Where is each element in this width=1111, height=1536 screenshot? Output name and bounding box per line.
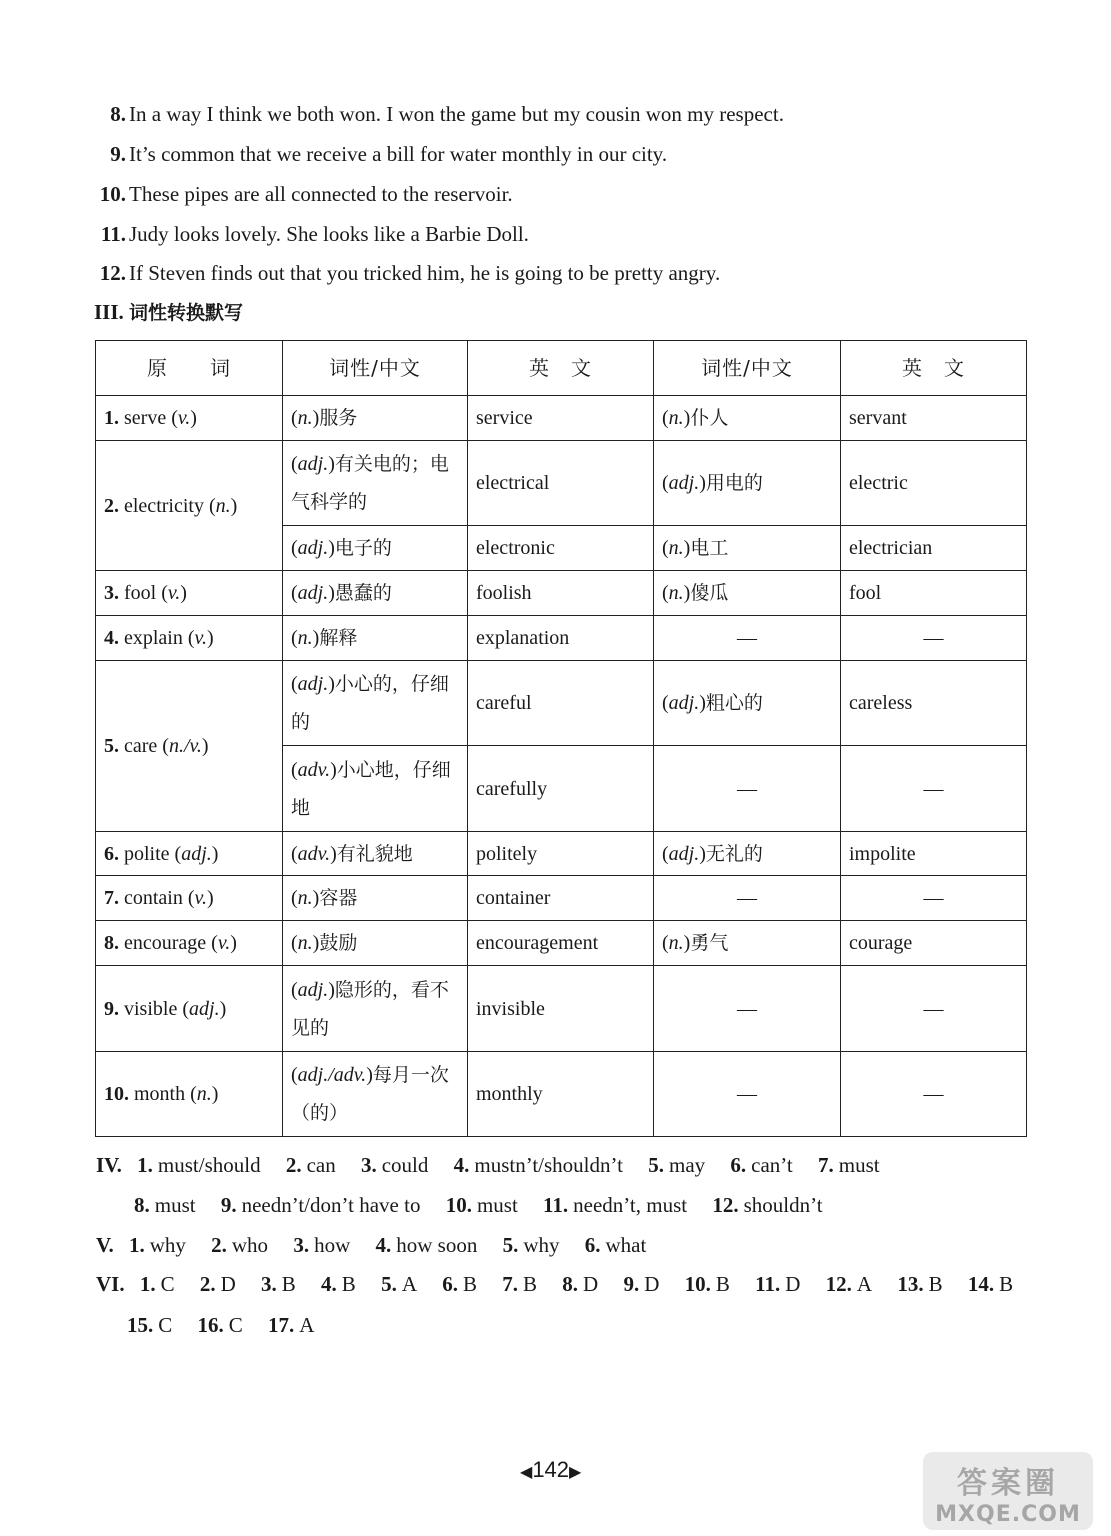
pos-chinese-cell: (adj.)隐形的，看不见的 — [283, 966, 468, 1052]
english-cell: foolish — [468, 571, 654, 616]
section-5-answers — [96, 1235, 666, 1256]
table-row — [96, 1052, 1027, 1137]
table-row — [96, 661, 1027, 746]
pos-chinese-cell: (adj.)小心的，仔细的 — [283, 661, 468, 746]
english-cell: service — [468, 396, 654, 441]
table-row — [96, 876, 1027, 921]
answer-item: 5. why — [502, 1233, 560, 1257]
pos-chinese-cell: (adj.)愚蠢的 — [283, 571, 468, 616]
table-row — [96, 966, 1027, 1052]
watermark-logo — [923, 1452, 1093, 1530]
table-row — [96, 832, 1027, 876]
right-arrow-icon: ▶ — [569, 1464, 582, 1481]
answer-item: 11. needn’t, must — [543, 1193, 688, 1217]
empty-dash-cell: — — [841, 616, 1027, 661]
answer-item: 6. what — [584, 1233, 647, 1257]
pos-chinese-cell: (adj./adv.)每月一次（的） — [283, 1052, 468, 1137]
section-6-answers-line-1 — [96, 1274, 1013, 1295]
answer-item: 9. needn’t/don’t have to — [220, 1193, 421, 1217]
answer-item: 11. D — [755, 1272, 801, 1296]
original-word-cell: 2. electricity (n.) — [96, 441, 283, 571]
answer-item: 8. must — [134, 1193, 196, 1217]
header-original-word: 原 词 — [96, 341, 283, 396]
pos-chinese-cell: (n.)电工 — [654, 526, 841, 571]
section-4-label: IV. — [96, 1153, 122, 1177]
answer-item: 4. how soon — [375, 1233, 478, 1257]
answer-item: 1. why — [128, 1233, 186, 1257]
english-cell: carefully — [468, 746, 654, 832]
left-arrow-icon: ◀ — [520, 1464, 533, 1481]
pos-chinese-cell: (n.)仆人 — [654, 396, 841, 441]
pos-chinese-cell: (n.)容器 — [283, 876, 468, 921]
english-cell: electric — [841, 441, 1027, 526]
empty-dash-cell: — — [841, 876, 1027, 921]
pos-chinese-cell: (n.)服务 — [283, 396, 468, 441]
answer-item: 15. C — [127, 1313, 173, 1337]
pos-chinese-cell: (adv.)有礼貌地 — [283, 832, 468, 876]
answer-item: 10. B — [684, 1272, 730, 1296]
pos-chinese-cell: (n.)鼓励 — [283, 921, 468, 966]
section-4-answers-line-1 — [96, 1155, 900, 1176]
answer-item: 3. B — [261, 1272, 296, 1296]
sentence-9: 9. It’s common that we receive a bill for water monthly in our city. — [110, 142, 668, 166]
section-6-answers-line-2 — [127, 1315, 334, 1336]
watermark-url: MXQE.COM — [935, 1502, 1081, 1527]
answer-item: 5. may — [648, 1153, 706, 1177]
pos-chinese-cell: (adj.)有关电的；电气科学的 — [283, 441, 468, 526]
pos-chinese-cell: (n.)傻瓜 — [654, 571, 841, 616]
english-cell: servant — [841, 396, 1027, 441]
original-word-cell: 4. explain (v.) — [96, 616, 283, 661]
english-cell: careful — [468, 661, 654, 746]
sentence-8: 8. In a way I think we both won. I won the game but my cousin won my respect. — [110, 102, 784, 126]
sentence-10: 10. These pipes are all connected to the reservoir. — [99, 182, 513, 206]
answer-item: 7. B — [502, 1272, 538, 1296]
empty-dash-cell: — — [841, 746, 1027, 832]
answer-item: 2. who — [211, 1233, 269, 1257]
sentence-12: 12. If Steven finds out that you tricked him, he is going to be pretty angry. — [99, 261, 721, 285]
section-5-label: V. — [96, 1233, 114, 1257]
word-form-table — [95, 340, 1027, 1137]
original-word-cell: 8. encourage (v.) — [96, 921, 283, 966]
pos-chinese-cell: (adj.)用电的 — [654, 441, 841, 526]
answer-item: 12. A — [825, 1272, 873, 1296]
sentence-11: 11. Judy looks lovely. She looks like a Barbie Doll. — [100, 222, 529, 246]
empty-dash-cell: — — [654, 746, 841, 832]
answer-item: 2. can — [285, 1153, 336, 1177]
empty-dash-cell: — — [841, 966, 1027, 1052]
page-number — [520, 1457, 581, 1483]
header-pos-chinese: 词性/中文 — [654, 341, 841, 396]
answer-item: 3. how — [293, 1233, 351, 1257]
original-word-cell: 10. month (n.) — [96, 1052, 283, 1137]
english-cell: electronic — [468, 526, 654, 571]
original-word-cell: 5. care (n./v.) — [96, 661, 283, 832]
answer-item: 7. must — [817, 1153, 880, 1177]
pos-chinese-cell: (adj.)无礼的 — [654, 832, 841, 876]
english-cell: encouragement — [468, 921, 654, 966]
page-number-value: 142 — [532, 1457, 570, 1482]
empty-dash-cell: — — [654, 966, 841, 1052]
english-cell: impolite — [841, 832, 1027, 876]
section-4-answers-line-2 — [134, 1195, 843, 1216]
empty-dash-cell: — — [654, 616, 841, 661]
answer-item: 1. C — [139, 1272, 175, 1296]
original-word-cell: 1. serve (v.) — [96, 396, 283, 441]
answer-item: 1. must/should — [137, 1153, 261, 1177]
pos-chinese-cell: (adj.)粗心的 — [654, 661, 841, 746]
header-english: 英 文 — [468, 341, 654, 396]
answer-item: 9. D — [623, 1272, 660, 1296]
watermark-title: 答案圈 — [957, 1466, 1059, 1501]
english-cell: invisible — [468, 966, 654, 1052]
answer-item: 6. can’t — [730, 1153, 793, 1177]
empty-dash-cell: — — [841, 1052, 1027, 1137]
table-row — [96, 441, 1027, 526]
table-row — [96, 921, 1027, 966]
table-row — [96, 571, 1027, 616]
answer-item: 13. B — [897, 1272, 943, 1296]
answer-item: 5. A — [381, 1272, 417, 1296]
english-cell: electrician — [841, 526, 1027, 571]
english-cell: electrical — [468, 441, 654, 526]
pos-chinese-cell: (adj.)电子的 — [283, 526, 468, 571]
english-cell: courage — [841, 921, 1027, 966]
english-cell: fool — [841, 571, 1027, 616]
section-heading: 词性转换默写 — [129, 302, 244, 324]
answer-item: 6. B — [442, 1272, 477, 1296]
table-header-row — [96, 341, 1027, 396]
table-row — [96, 396, 1027, 441]
english-cell: container — [468, 876, 654, 921]
answer-item: 16. C — [197, 1313, 243, 1337]
section-6-label: VI. — [96, 1272, 125, 1296]
empty-dash-cell: — — [654, 1052, 841, 1137]
answer-item: 12. shouldn’t — [712, 1193, 823, 1217]
pos-chinese-cell: (adv.)小心地，仔细地 — [283, 746, 468, 832]
english-cell: monthly — [468, 1052, 654, 1137]
table-row — [96, 616, 1027, 661]
answer-item: 4. mustn’t/shouldn’t — [453, 1153, 623, 1177]
answer-item: 14. B — [967, 1272, 1014, 1296]
pos-chinese-cell: (n.)勇气 — [654, 921, 841, 966]
english-cell: politely — [468, 832, 654, 876]
header-english: 英 文 — [841, 341, 1027, 396]
answer-item: 17. A — [268, 1313, 315, 1337]
answer-item: 4. B — [321, 1272, 356, 1296]
english-cell: explanation — [468, 616, 654, 661]
original-word-cell: 7. contain (v.) — [96, 876, 283, 921]
section-title — [94, 302, 243, 323]
pos-chinese-cell: (n.)解释 — [283, 616, 468, 661]
header-pos-chinese: 词性/中文 — [283, 341, 468, 396]
original-word-cell: 3. fool (v.) — [96, 571, 283, 616]
original-word-cell: 9. visible (adj.) — [96, 966, 283, 1052]
answer-item: 2. D — [199, 1272, 236, 1296]
empty-dash-cell: — — [654, 876, 841, 921]
answer-item: 8. D — [562, 1272, 599, 1296]
answer-item: 10. must — [445, 1193, 518, 1217]
answer-item: 3. could — [360, 1153, 429, 1177]
section-label: III. — [94, 300, 124, 324]
english-cell: careless — [841, 661, 1027, 746]
original-word-cell: 6. polite (adj.) — [96, 832, 283, 876]
